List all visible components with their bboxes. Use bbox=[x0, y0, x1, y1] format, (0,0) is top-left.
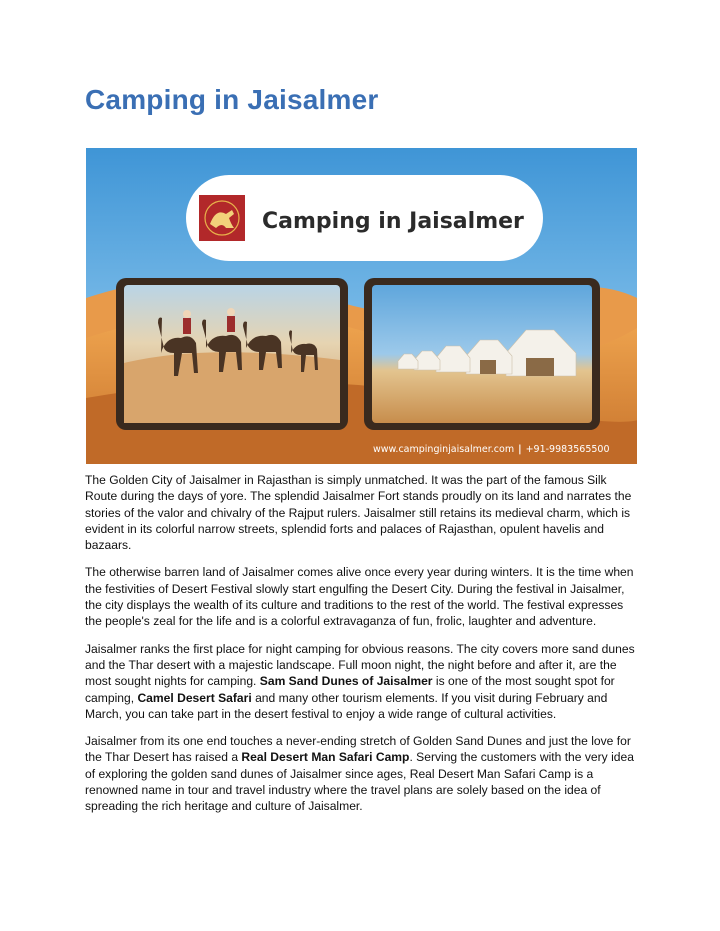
banner-footer bbox=[373, 444, 610, 455]
banner-heading: Camping in Jaisalmer bbox=[262, 209, 524, 234]
banner-image bbox=[86, 148, 637, 464]
paragraph-desert-festival: The otherwise barren land of Jaisalmer comes alive once every year during winters. It is the time when the festivities of Desert Festival slowly start engulfing the Desert City. During the festival in Jaisalmer, the city displays the wealth of its culture and traditions to the rest of the world. The festival expresses the people's zeal for the life and is a colorful extravaganza of fun, frolic, laughter and adventure. bbox=[85, 565, 634, 629]
camel-photo bbox=[116, 278, 348, 430]
paragraph-intro: The Golden City of Jaisalmer in Rajasthan is simply unmatched. It was the part of the famous Silk Route during the days of yore. The splendid Jaisalmer Fort stands proudly on its land and narrates the stories of the valor and chivalry of the Rajput rulers. Jaisalmer still retains its medieval charm, which is evident in its colorful narrow streets, splendid forts and palaces of Rajasthan, opulent havelis and bazaars. bbox=[85, 473, 632, 553]
tents-photo bbox=[364, 278, 600, 430]
article-body bbox=[85, 472, 637, 826]
paragraph-safari-camp: Jaisalmer from its one end touches a never-ending stretch of Golden Sand Dunes and just the love for the Thar Desert has raised a Real Desert Man Safari Camp. Serving the customers with the very idea of exploring the golden sand dunes of Jaisalmer since ages, Real Desert Man Safari Camp is a renowned name in tour and travel industry where the travel plans are solely based on the idea of spreading the rich heritage and culture of Jaisalmer. bbox=[85, 734, 634, 814]
paragraph-night-camping: Jaisalmer ranks the first place for night camping for obvious reasons. The city covers more sand dunes and the Thar desert with a majestic landscape. Full moon night, the night before and after it, are the most sought nights for camping. Sam Sand Dunes of Jaisalmer is one of the most sought spot for camping, Camel Desert Safari and many other tourism elements. If you visit during February and March, you can take part in the desert festival to enjoy a wide range of cultural activities. bbox=[85, 641, 635, 721]
camp-logo bbox=[199, 195, 245, 241]
footer-phone: +91-9983565500 bbox=[525, 444, 610, 455]
safari-camp-emphasis: Real Desert Man Safari Camp bbox=[241, 750, 410, 765]
camel-desert-safari-emphasis: Camel Desert Safari bbox=[137, 690, 252, 705]
sam-sand-dunes-emphasis: Sam Sand Dunes of Jaisalmer bbox=[259, 674, 433, 689]
footer-url: www.campinginjaisalmer.com bbox=[373, 444, 515, 455]
page-title: Camping in Jaisalmer bbox=[85, 84, 379, 115]
footer-separator: | bbox=[518, 444, 522, 455]
